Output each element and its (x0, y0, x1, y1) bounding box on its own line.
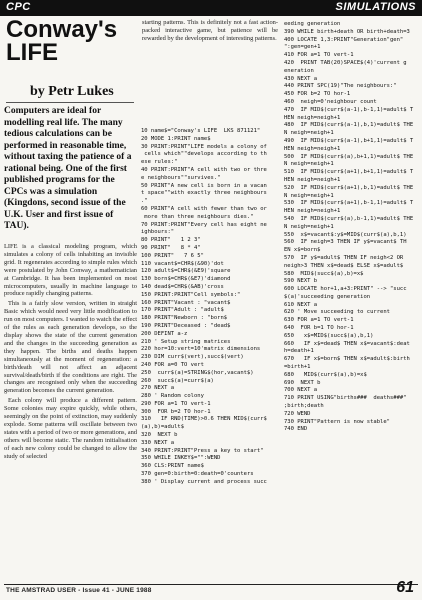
code-line: HEN neigh=neigh+1 (284, 176, 341, 183)
title-line-2: LIFE (6, 39, 58, 66)
code-line: 100 PRINT" 7 6 5" (141, 252, 204, 259)
code-line: 570 IF y$=adult$ THEN IF neigh<2 OR (284, 254, 404, 261)
code-line: 490 IF MID$(curr$(a-1),b+1,1)=adult$ T (284, 137, 414, 144)
code-line: 700 NEXT a (284, 387, 318, 394)
article-body (4, 243, 137, 462)
code-line: 600 LOCATE hor+1,a+3:PRINT" --> "succ (284, 286, 407, 293)
code-line: ese rules:" (141, 159, 178, 166)
section-label-right: SIMULATIONS (335, 1, 416, 13)
code-line: e neighbours""survives." (141, 174, 221, 181)
code-line: 740 END (284, 426, 308, 433)
code-line: 140 dead$=CHR$(&AB)'cross (141, 283, 224, 290)
code-line: 110 vacant$=CHR$(&90)'dot (141, 260, 224, 267)
body-paragraph: LIFE is a classical modeling program, which simulates a colony of cells inhabiting an invisible grid. It regenerates according to simple rules which were postulated by John Conway, a mathematician at Cambridge. It has been implemented on most microcomputers, usually in machine language to produce rapidly changing patterns. (4, 243, 137, 298)
code-line: 720 WEND (284, 410, 311, 417)
code-line: 160 PRINT"Vacant : "vacant$ (141, 299, 231, 306)
code-line: 270 NEXT a (141, 385, 175, 392)
code-line: 580 MID$(succ$(a),b)=x$ (284, 270, 364, 277)
code-line: 420 PRINT TAB(20)SPACE$(4)'current g (284, 59, 407, 66)
code-line: 290 FOR a=1 TO vert-1 (141, 400, 211, 407)
code-line: 130 born$=CHR$(&E7)'diamond (141, 276, 231, 283)
code-line: 60 PRINT"A cell with fewer than two or (141, 205, 267, 212)
code-line: N neigh=neigh+1 (284, 161, 334, 168)
code-line: 10 name$="Conway's LIFE LKS 871121" (141, 128, 261, 134)
body-paragraph: This is a fairly slow version, written in straight Basic which would need very little modification to run on most computers. I wanted to watch the effect of the rules as each generation develops, so the display shows the state of the current generation and the changes in the succeeding generation as they happen. The births and deaths happen simultaneously at the moment of regeneration: a birth/death will not affect an adjacent survival/death/birth if the conditions are right. The changes are recognised only when the succeeding generation becomes the current generation. (4, 300, 137, 395)
program-listing-part-2 (284, 21, 421, 434)
article-byline: by Petr Lukes (30, 84, 114, 99)
code-line: 660 IF x$=dead$ THEN x$=vacant$:deat (284, 340, 410, 347)
code-line: 200 DEFINT a-z (141, 330, 188, 337)
code-line: 430 NEXT a (284, 75, 318, 82)
code-line: 440 PRINT SPC(19)"The neighbours:" (284, 83, 397, 90)
code-line: 80 PRINT" 1 2 3" (141, 237, 201, 244)
code-line: 340 PRINT:PRINT"Press a key to start" (141, 447, 264, 454)
page-number: 61 (396, 579, 414, 596)
code-line: cells which""develops according to th (141, 151, 267, 158)
code-line: 90 PRINT" 8 * 4" (141, 244, 201, 251)
code-line: 510 IF MID$(curr$(a+1),b+1,1)=adult$ T (284, 169, 414, 176)
code-line: 610 NEXT a (284, 301, 318, 308)
code-line: HEN neigh=neigh+1 (284, 145, 341, 152)
code-line: 450 FOR b=2 TO hor-1 (284, 91, 351, 98)
section-label-left: CPC (6, 1, 31, 13)
title-divider (6, 102, 134, 103)
code-line: 380 ' Display current and process succ (141, 478, 267, 485)
code-line: 590 NEXT b (284, 278, 318, 285)
code-line: 360 CLS:PRINT name$ (141, 463, 204, 470)
code-line: N neigh=neigh+1 (284, 192, 334, 199)
article-title (6, 18, 134, 64)
code-line: 620 ' Move succeeding to current (284, 309, 390, 316)
code-line: 50 PRINT"A new cell is born in a vacan (141, 182, 267, 189)
code-line: 680 MID$(curr$(a),b)=x$ (284, 371, 367, 378)
code-line: N neigh=neigh+1 (284, 223, 334, 230)
code-line: HEN neigh=neigh+1 (284, 208, 341, 215)
code-line: 30 PRINT:PRINT"LIFE models a colony of (141, 143, 267, 150)
article-body-continued: starting patterns. This is definitely not a fast action-packed interactive game, but patience will be rewarded by the development of interesting patterns. (142, 19, 278, 42)
section-header-bar (0, 0, 422, 16)
code-line: 230 DIM curr$(vert),succ$(vert) (141, 354, 244, 361)
code-line: 550 x$=vacant$:y$=MID$(curr$(a),b,1) (284, 231, 407, 238)
code-line: ;birth;death (284, 403, 324, 410)
code-line: eeding generation (284, 21, 341, 27)
code-line: 330 NEXT a (141, 439, 175, 446)
code-line: 250 curr$(a)=STRING$(hor,vacant$) (141, 369, 254, 376)
code-line: 20 MODE 1:PRINT name$ (141, 135, 211, 142)
code-line: (a),b)=adult$ (141, 424, 185, 431)
code-line: 280 ' Random colony (141, 393, 204, 400)
code-line: 70 PRINT:PRINT"Every cell has eight ne (141, 221, 267, 228)
code-line: 240 FOR a=0 TO vert (141, 361, 204, 368)
code-line: eneration (284, 67, 314, 74)
code-line: 670 IF x$=born$ THEN x$=adult$:birth (284, 356, 410, 363)
code-line: =birth+1 (284, 364, 311, 371)
code-line: 520 IF MID$(curr$(a+1),b,1)=adult$ THE (284, 184, 414, 191)
code-line: ." (141, 198, 148, 205)
code-line: $(a)'succeeding generation (284, 293, 371, 300)
code-line: 470 IF MID$(curr$(a-1),b-1,1)=adult$ T (284, 106, 414, 113)
code-line: 210 ' Setup string matrices (141, 338, 231, 345)
code-line: 650 x$=MID$(succ$(a),b,1) (284, 332, 374, 339)
code-line: t space""with exactly three neighbours (141, 190, 267, 197)
code-line: 300 FOR b=2 TO hor-1 (141, 408, 211, 415)
code-line: 630 FOR a=1 TO vert-1 (284, 317, 354, 324)
code-line: HEN neigh=neigh+1 (284, 114, 341, 121)
code-line: 220 hor=10:vert=10'matrix dimensions (141, 346, 261, 353)
body-paragraph: Each colony will produce a different pattern. Some colonies may expire quickly, while others, seemingly on the point of extinction, may suddenly explode. Some patterns will oscillate between two states with a period of two or more generations, and others will become static. The random initialisation of each new colony could be changed to allow the study of selected (4, 397, 137, 460)
code-line: 480 IF MID$(curr$(a-1),b,1)=adult$ THE (284, 122, 414, 129)
code-line: 710 PRINT USING"births### deaths###" (284, 395, 407, 402)
code-line: 560 IF neigh=3 THEN IF y$=vacant$ TH (284, 239, 407, 246)
code-line: 150 PRINT:PRINT"Cell symbols:" (141, 291, 241, 298)
magazine-footer: THE AMSTRAD USER - Issue 41 - JUNE 1988 (6, 587, 152, 594)
code-line: 320 NEXT b (141, 432, 178, 439)
code-line: 180 PRINT"Newborn : "born$ (141, 315, 228, 322)
code-line: 310 IF RND(TIME)>0.6 THEN MID$(curr$ (141, 416, 267, 423)
code-line: h=death+1 (284, 348, 314, 355)
code-line: 690 NEXT b (284, 379, 321, 386)
code-line: neigh>3 THEN x$=dead$ ELSE x$=adult$ (284, 262, 404, 269)
code-line: ighbours:" (141, 229, 175, 236)
program-listing-part-1 (141, 128, 278, 487)
title-line-1: Conway's (6, 16, 118, 43)
code-line: 640 FOR b=1 TO hor-1 (284, 325, 354, 332)
code-line: 40 PRINT:PRINT"A cell with two or thre (141, 166, 267, 173)
code-line: 400 LOCATE 1,3:PRINT"Generation"gen" (284, 36, 404, 43)
code-line: ":gen=gen+1 (284, 44, 321, 51)
code-line: 530 IF MID$(curr$(a+1),b-1,1)=adult$ T (284, 200, 414, 207)
code-line: 120 adult$=CHR$(&E9)'square (141, 268, 231, 275)
code-line: 460 neigh=0'neighbour count (284, 98, 377, 105)
article-lead: Computers are ideal for modelling real life. The many tedious calculations can be performed in reasonable time, without taxing the patience of a rational being. One of the first published programs for the CPCs was a simulation (Kingdons, second issue of the U.K. User and first issue of TAU). (4, 106, 132, 231)
code-line: 170 PRINT"Adult : "adult$ (141, 307, 224, 314)
code-line: 500 IF MID$(curr$(a),b+1,1)=adult$ THE (284, 153, 414, 160)
code-line: 730 PRINT"Pattern is now stable" (284, 418, 390, 425)
code-line: 410 FOR a=1 TO vert-1 (284, 52, 354, 59)
code-line: EN x$=born$ (284, 247, 321, 254)
code-line: 260 succ$(a)=curr$(a) (141, 377, 214, 384)
code-line: 190 PRINT"Deceased : "dead$ (141, 322, 231, 329)
code-line: 540 IF MID$(curr$(a),b-1,1)=adult$ THE (284, 215, 414, 222)
footer-divider (4, 584, 418, 585)
code-line: 390 WHILE birth+death OR birth+death=3 (284, 28, 410, 35)
code-line: 370 gen=0:birth=0:death=0'counters (141, 471, 254, 478)
code-line: N neigh=neigh+1 (284, 130, 334, 137)
code-line: 350 WHILE INKEY$="":WEND (141, 455, 221, 462)
code-line: more than three neighbours dies." (141, 213, 254, 220)
